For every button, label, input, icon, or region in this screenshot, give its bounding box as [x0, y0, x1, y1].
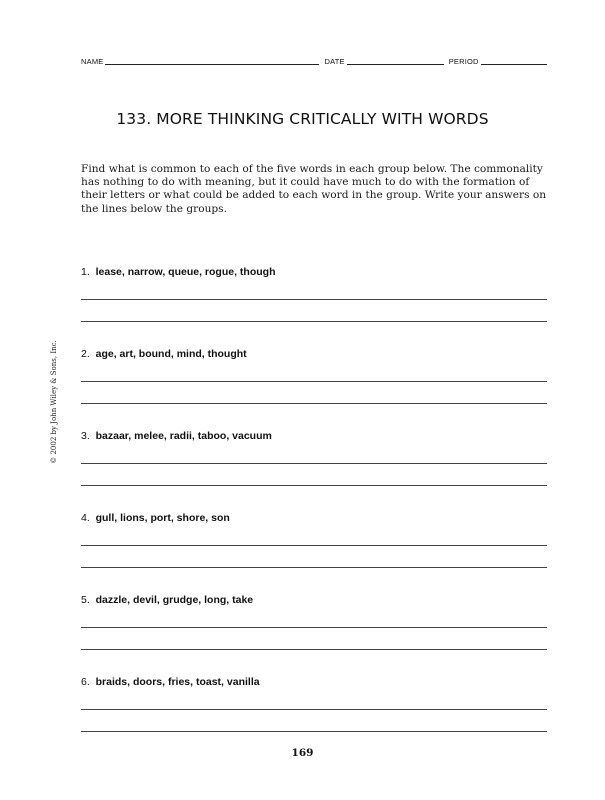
answer-line[interactable]: [81, 627, 547, 628]
question-number: 4.: [81, 512, 90, 524]
instructions-paragraph: Find what is common to each of the five words in each group below. The commonality has nothing to do with meaning, but it could have much to do with the formation of their letters or what could be added to each word in the group. Write your answers on the lines below the groups.: [81, 163, 547, 215]
page-number: 169: [291, 747, 314, 759]
question-number: 2.: [81, 348, 90, 360]
answer-line[interactable]: [81, 567, 547, 568]
name-blank[interactable]: [105, 64, 319, 65]
question-number: 6.: [81, 676, 90, 688]
question-number: 3.: [81, 430, 90, 442]
answer-line[interactable]: [81, 321, 547, 322]
period-blank[interactable]: [481, 64, 547, 65]
answer-line[interactable]: [81, 299, 547, 300]
copyright-text: © 2002 by John Wiley & Sons, Inc.: [50, 340, 58, 464]
question-2: [81, 348, 247, 360]
answer-line[interactable]: [81, 381, 547, 382]
answer-line[interactable]: [81, 485, 547, 486]
question-1: [81, 266, 276, 278]
date-blank[interactable]: [347, 64, 444, 65]
date-label: DATE: [324, 57, 345, 66]
page-title: 133. MORE THINKING CRITICALLY WITH WORDS: [116, 110, 489, 128]
question-words: lease, narrow, queue, rogue, though: [95, 266, 276, 278]
question-words: bazaar, melee, radii, taboo, vacuum: [95, 430, 272, 442]
answer-line[interactable]: [81, 403, 547, 404]
question-6: [81, 676, 260, 688]
question-number: 1.: [81, 266, 90, 278]
period-label: PERIOD: [448, 57, 479, 66]
question-words: braids, doors, fries, toast, vanilla: [95, 676, 260, 688]
question-5: [81, 594, 253, 606]
student-info-header: [81, 54, 548, 66]
answer-line[interactable]: [81, 649, 547, 650]
question-number: 5.: [81, 594, 90, 606]
answer-line[interactable]: [81, 731, 547, 732]
question-words: gull, lions, port, shore, son: [95, 512, 230, 524]
question-words: age, art, bound, mind, thought: [95, 348, 247, 360]
name-label: NAME: [81, 57, 104, 66]
question-words: dazzle, devil, grudge, long, take: [95, 594, 254, 606]
answer-line[interactable]: [81, 463, 547, 464]
answer-line[interactable]: [81, 545, 547, 546]
question-4: [81, 512, 230, 524]
question-3: [81, 430, 272, 442]
answer-line[interactable]: [81, 709, 547, 710]
